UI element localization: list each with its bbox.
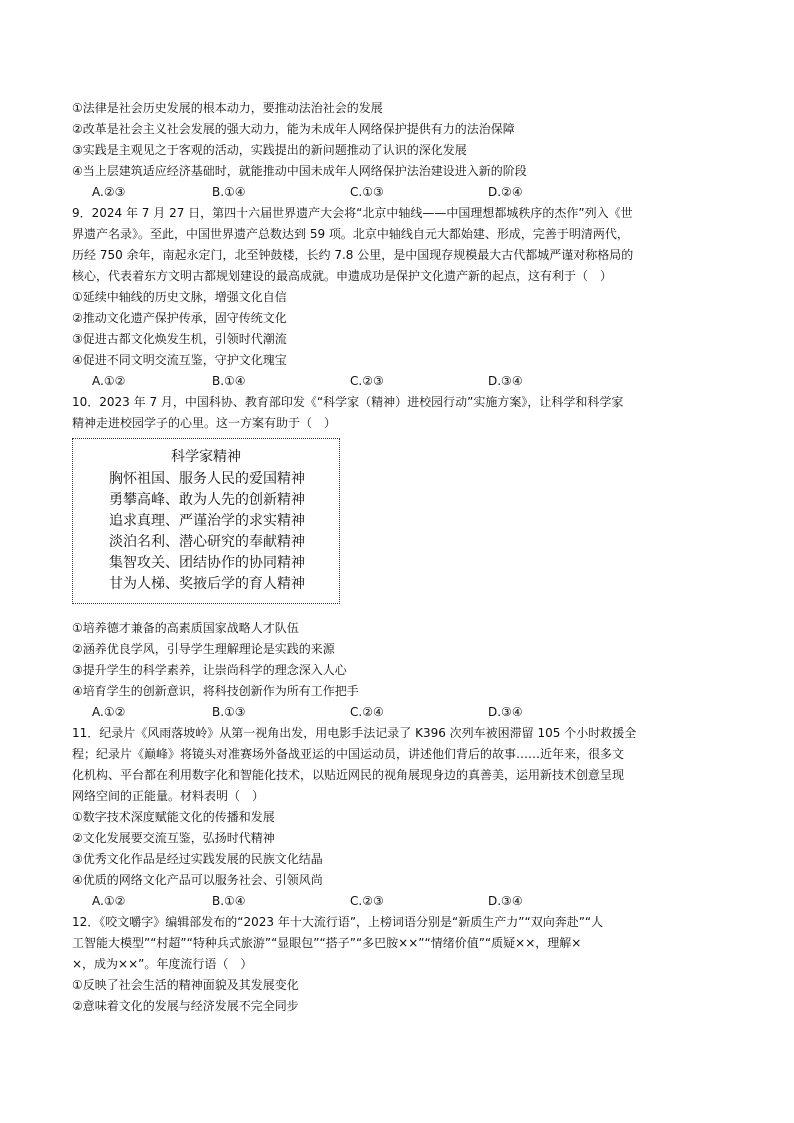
q9-option-b: B.①④: [212, 374, 246, 388]
q9-stem-line-4: 核心，代表着东方文明古都规划建设的最高成就。申遗成功是保护文化遗产新的起点，这有利于（ ）: [72, 269, 613, 283]
scientist-spirit-box: [72, 438, 340, 604]
q9-options: [92, 371, 712, 391]
q11-option-c: C.②③: [350, 894, 384, 908]
q8-options: [92, 182, 712, 202]
q10-statement-1: ①培养德才兼备的高素质国家战略人才队伍: [72, 621, 299, 635]
box-line-4: 淡泊名利、潜心研究的奉献精神: [109, 534, 305, 550]
q9-statement-3: ③促进古都文化焕发生机，引领时代潮流: [72, 332, 287, 346]
q10-options: [92, 702, 712, 722]
q10-statement-4: ④培育学生的创新意识，将科技创新作为所有工作把手: [72, 684, 359, 698]
q11-statement-4: ④优质的网络文化产品可以服务社会、引领风尚: [72, 873, 323, 887]
q9-option-d: D.③④: [488, 374, 523, 388]
q8-option-b: B.①④: [212, 185, 246, 199]
q10-option-b: B.①③: [212, 705, 246, 719]
q9-stem-line-1: 9．2024 年 7 月 27 日，第四十六届世界遗产大会将“北京中轴线——中国理想都城秩序的杰作”列入《世: [72, 206, 633, 220]
box-line-5: 集智攻关、团结协作的协同精神: [109, 555, 305, 571]
box-line-2: 勇攀高峰、敢为人先的创新精神: [109, 492, 305, 508]
q11-stem-line-2: 程；纪录片《巅峰》将镜头对准赛场外备战亚运的中国运动员，讲述他们背后的故事……近年来，很多文: [72, 747, 625, 761]
q8-statement-2: ②改革是社会主义社会发展的强大动力，能为未成年人网络保护提供有力的法治保障: [72, 122, 515, 136]
q12-stem-line-2: 工智能大模型”“村超”“特种兵式旅游”“显眼包”“搭子”“多巴胺××”“情绪价值”“质疑××，理解×: [72, 936, 582, 950]
q11-option-b: B.①④: [212, 894, 246, 908]
q10-option-c: C.②④: [350, 705, 384, 719]
q8-statement-4: ④当上层建筑适应经济基础时，就能推动中国未成年人网络保护法治建设进入新的阶段: [72, 164, 527, 178]
q9-stem-line-2: 界遗产名录》。至此，中国世界遗产总数达到 59 项。北京中轴线自元大都始建、形成，完善于明清两代，: [72, 227, 629, 241]
q8-statement-1: ①法律是社会历史发展的根本动力，要推动法治社会的发展: [72, 101, 383, 115]
q11-statement-1: ①数字技术深度赋能文化的传播和发展: [72, 810, 275, 824]
q9-option-c: C.②③: [350, 374, 384, 388]
q12-stem-line-3: ×，成为××”。年度流行语（ ）: [72, 957, 253, 971]
q11-statement-2: ②文化发展要交流互鉴，弘扬时代精神: [72, 831, 275, 845]
q12-statement-1: ①反映了社会生活的精神面貌及其发展变化: [72, 978, 299, 992]
q10-stem-line-2: 精神走进校园学子的心里。这一方案有助于（ ）: [72, 416, 337, 430]
q9-stem-line-3: 历经 750 余年，南起永定门，北至钟鼓楼，长约 7.8 公里，是中国现存规模最大古代都城严谨对称格局的: [72, 248, 634, 262]
q8-option-a: A.②③: [92, 185, 126, 199]
q12-statement-2: ②意味着文化的发展与经济发展不完全同步: [72, 999, 299, 1013]
q11-stem-line-1: 11．纪录片《风雨落坡岭》从第一视角出发，用电影手法记录了 K396 次列车被困滞留 105 个小时救援全: [72, 726, 637, 740]
box-line-3: 追求真理、严谨治学的求实精神: [109, 513, 305, 529]
q11-stem-line-4: 网络空间的正能量。材料表明（ ）: [72, 789, 265, 803]
q11-statement-3: ③优秀文化作品是经过实践发展的民族文化结晶: [72, 852, 323, 866]
q9-option-a: A.①②: [92, 374, 126, 388]
q11-stem-line-3: 化机构、平台都在利用数字化和智能化技术，以贴近网民的视角展现身边的真善美，运用新技术创意呈现: [72, 768, 625, 782]
q8-option-c: C.①③: [350, 185, 384, 199]
q10-option-a: A.①②: [92, 705, 126, 719]
q9-statement-4: ④促进不同文明交流互鉴，守护文化瑰宝: [72, 353, 287, 367]
box-line-6: 甘为人梯、奖掖后学的育人精神: [109, 576, 305, 592]
q8-statement-3: ③实践是主观见之于客观的活动，实践提出的新问题推动了认识的深化发展: [72, 143, 467, 157]
q9-statement-1: ①延续中轴线的历史文脉，增强文化自信: [72, 290, 287, 304]
q11-option-a: A.①②: [92, 894, 126, 908]
q11-options: [92, 891, 712, 911]
q10-stem-line-1: 10．2023 年 7 月，中国科协、教育部印发《“科学家（精神）进校园行动”实施方案》，让科学和科学家: [72, 395, 624, 409]
q12-stem-line-1: 12．《咬文嚼字》编辑部发布的“2023 年十大流行语”，上榜词语分别是“新质生产力”“双向奔赴”“人: [72, 915, 604, 929]
q11-option-d: D.③④: [488, 894, 523, 908]
q10-option-d: D.③④: [488, 705, 523, 719]
q9-statement-2: ②推动文化遗产保护传承，固守传统文化: [72, 311, 287, 325]
q8-option-d: D.②④: [488, 185, 523, 199]
box-title: 科学家精神: [171, 449, 241, 465]
q10-statement-2: ②涵养优良学风，引导学生理解理论是实践的来源: [72, 642, 335, 656]
box-line-1: 胸怀祖国、服务人民的爱国精神: [109, 471, 305, 487]
q10-statement-3: ③提升学生的科学素养，让崇尚科学的理念深入人心: [72, 663, 347, 677]
